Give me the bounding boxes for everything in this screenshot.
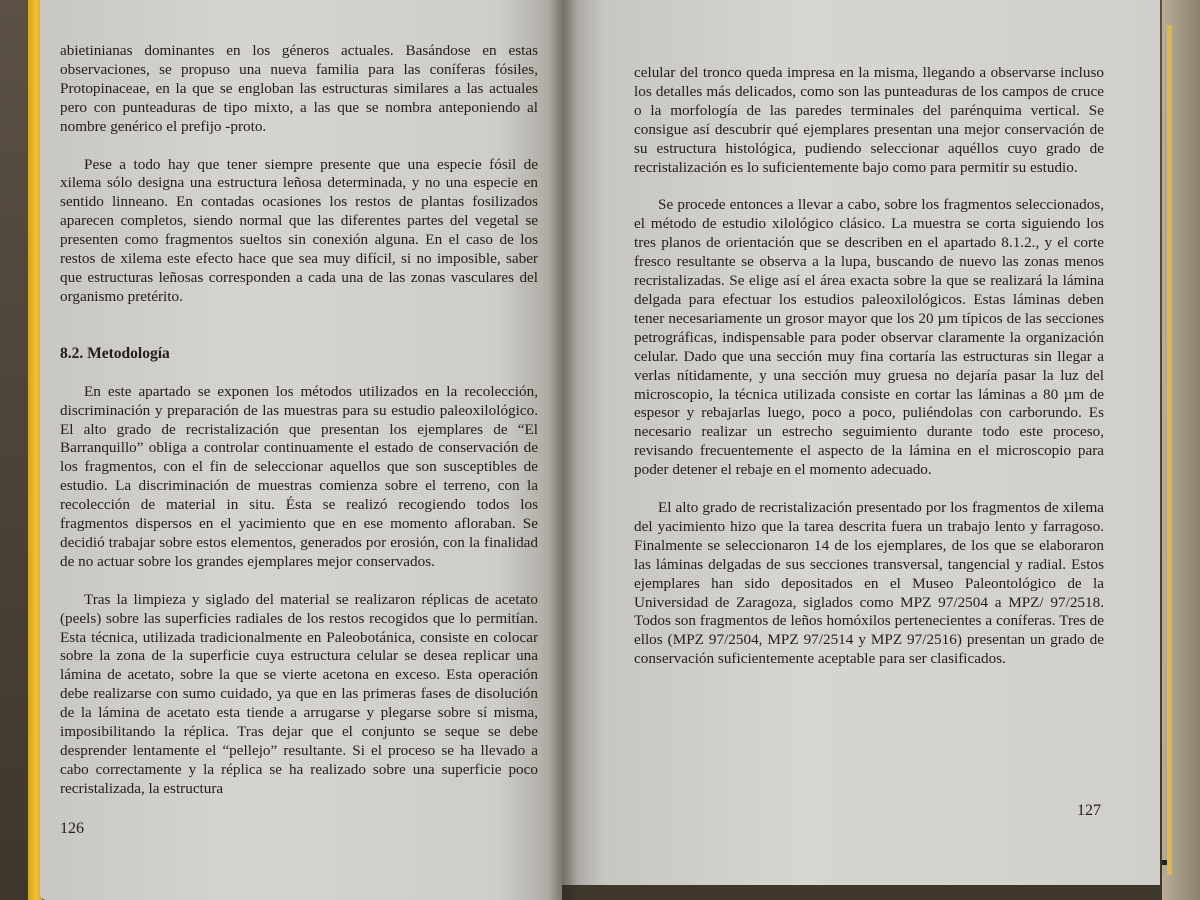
right-page (562, 0, 1160, 885)
paragraph: El alto grado de recristalización presentado por los fragmentos de xilema del yacimiento hizo que la tarea descrita fuera un trabajo lento y farragoso. Finalmente se seleccionaron 14 de los ejemplares, de los que se elaboraron las láminas delgadas de sus secciones transversal, tangencial y radial. Estos ejemplares han sido depositados en el Museo Paleontológico de la Universidad de Zaragoza, siglados como MPZ 97/2504 a MPZ/ 97/2518. Todos son fragmentos de leños homóxilos pertenecientes a coníferas. Tres de ellos (MPZ 97/2504, MPZ 97/2514 y MPZ 97/2516) presentan un grado de conservación suficientemente aceptable para ser clasificados. (634, 499, 1104, 668)
right-page-text (634, 64, 1104, 669)
section-heading: 8.2. Metodología (60, 344, 170, 362)
paragraph: Se procede entonces a llevar a cabo, sobre los fragmentos seleccionados, el método de estudio xilológico clásico. La muestra se corta siguiendo los tres planos de orientación que se describen en el apartado 8.1.2., y el corte fresco resultante se observa a la lupa, buscando de nuevo las zonas menos recristalizadas. Se elige así el área exacta sobre la que se realizará la lámina delgada para efectuar los estudios paleoxilológicos. Estas láminas deben tener necesariamente un grosor mayor que los 20 µm típicos de las secciones petrográficas, indispensable para poder observar claramente la organización celular. Dado que una sección muy fina cortaría las estructuras sin llegar a verlas nítidamente, y una sección muy gruesa no dejaría pasar la luz del microscopio, la técnica utilizada consiste en cortar las láminas a 80 µm de espesor y rebajarlas luego, poco a poco, puliéndolas con carborundo. Es necesario realizar un estrecho seguimiento durante todo este proceso, revisando frecuentemente el aspecto de la lámina en el microscopio para poder detener el rebaje en el momento adecuado. (634, 196, 1104, 479)
paragraph: celular del tronco queda impresa en la misma, llegando a observarse incluso los detalles más delicados, como son las punteaduras de los campos de cruce o la morfología de las paredes terminales del parénquima vertical. Se consigue así descubrir qué ejemplares presentan una mejor conservación de su estructura histológica, pudiendo seleccionar aquéllos cuyo grado de recristalización es lo suficientemente bajo como para permitir su estudio. (634, 64, 1104, 176)
book-gutter (548, 0, 578, 900)
book-cover-edge-right (1167, 25, 1172, 875)
paragraph: abietinianas dominantes en los géneros actuales. Basándose en estas observaciones, se propuso una nueva familia para las coníferas fósiles, Protopinaceae, en la que se engloban las estructuras similares a las actuales pero con punteaduras de tipo mixto, a las que se nombra anteponiendo al nombre genérico el prefijo -proto. (60, 42, 538, 135)
left-page (40, 0, 562, 900)
page-number: 126 (60, 820, 84, 837)
paragraph: En este apartado se exponen los métodos utilizados en la recolección, discriminación y preparación de las muestras para su estudio paleoxilológico. El alto grado de recristalización que presentan los ejemplares de “El Barranquillo” obliga a controlar continuamente el estado de conservación de los fragmentos, con el fin de seleccionar aquellos que son susceptibles de estudio. La discriminación de muestras comienza sobre el terreno, con la recolección de material in situ. Ésta se realizó recogiendo todos los fragmentos dispersos en el yacimiento que en ese momento afloraban. Se decidió trabajar sobre estos elementos, generados por erosión, con la finalidad de no actuar sobre los grandes ejemplares mejor conservados. (60, 382, 538, 570)
left-page-text (60, 42, 538, 799)
paragraph: Pese a todo hay que tener siempre presente que una especie fósil de xilema sólo designa una estructura leñosa determinada, y no una especie en sentido linneano. En contadas ocasiones los restos de plantas fosilizados aparecen completos, siendo normal que las diferentes partes del vegetal se presenten como fragmentos sueltos sin conexión alguna. En el caso de los restos de xilema este efecto hace que sea muy difícil, si no imposible, saber que estructuras leñosas corresponden a cada una de las zonas vasculares del organismo pretérito. (60, 155, 538, 305)
page-number: 127 (1077, 802, 1101, 819)
paragraph: Tras la limpieza y siglado del material se realizaron réplicas de acetato (peels) sobre las superficies radiales de los restos recogidos que lo permitían. Esta técnica, utilizada tradicionalmente en Paleobotánica, consiste en colocar sobre la zona de la superficie cuya estructura celular se desea replicar una lámina de acetato, sobre la que se vierte acetona en exceso. Esta operación debe realizarse con sumo cuidado, ya que en las primeras fases de disolución de la lámina de acetato esta tiende a arrugarse y plegarse sobre sí misma, imposibilitando la réplica. Tras dejar que el conjunto se seque se debe desprender lentamente el “pellejo” resultante. Si el proceso se ha llevado a cabo correctamente y la réplica se ha realizado sobre una superficie poco recristalizada, la estructura (60, 590, 538, 797)
edge-mark (1162, 860, 1167, 865)
